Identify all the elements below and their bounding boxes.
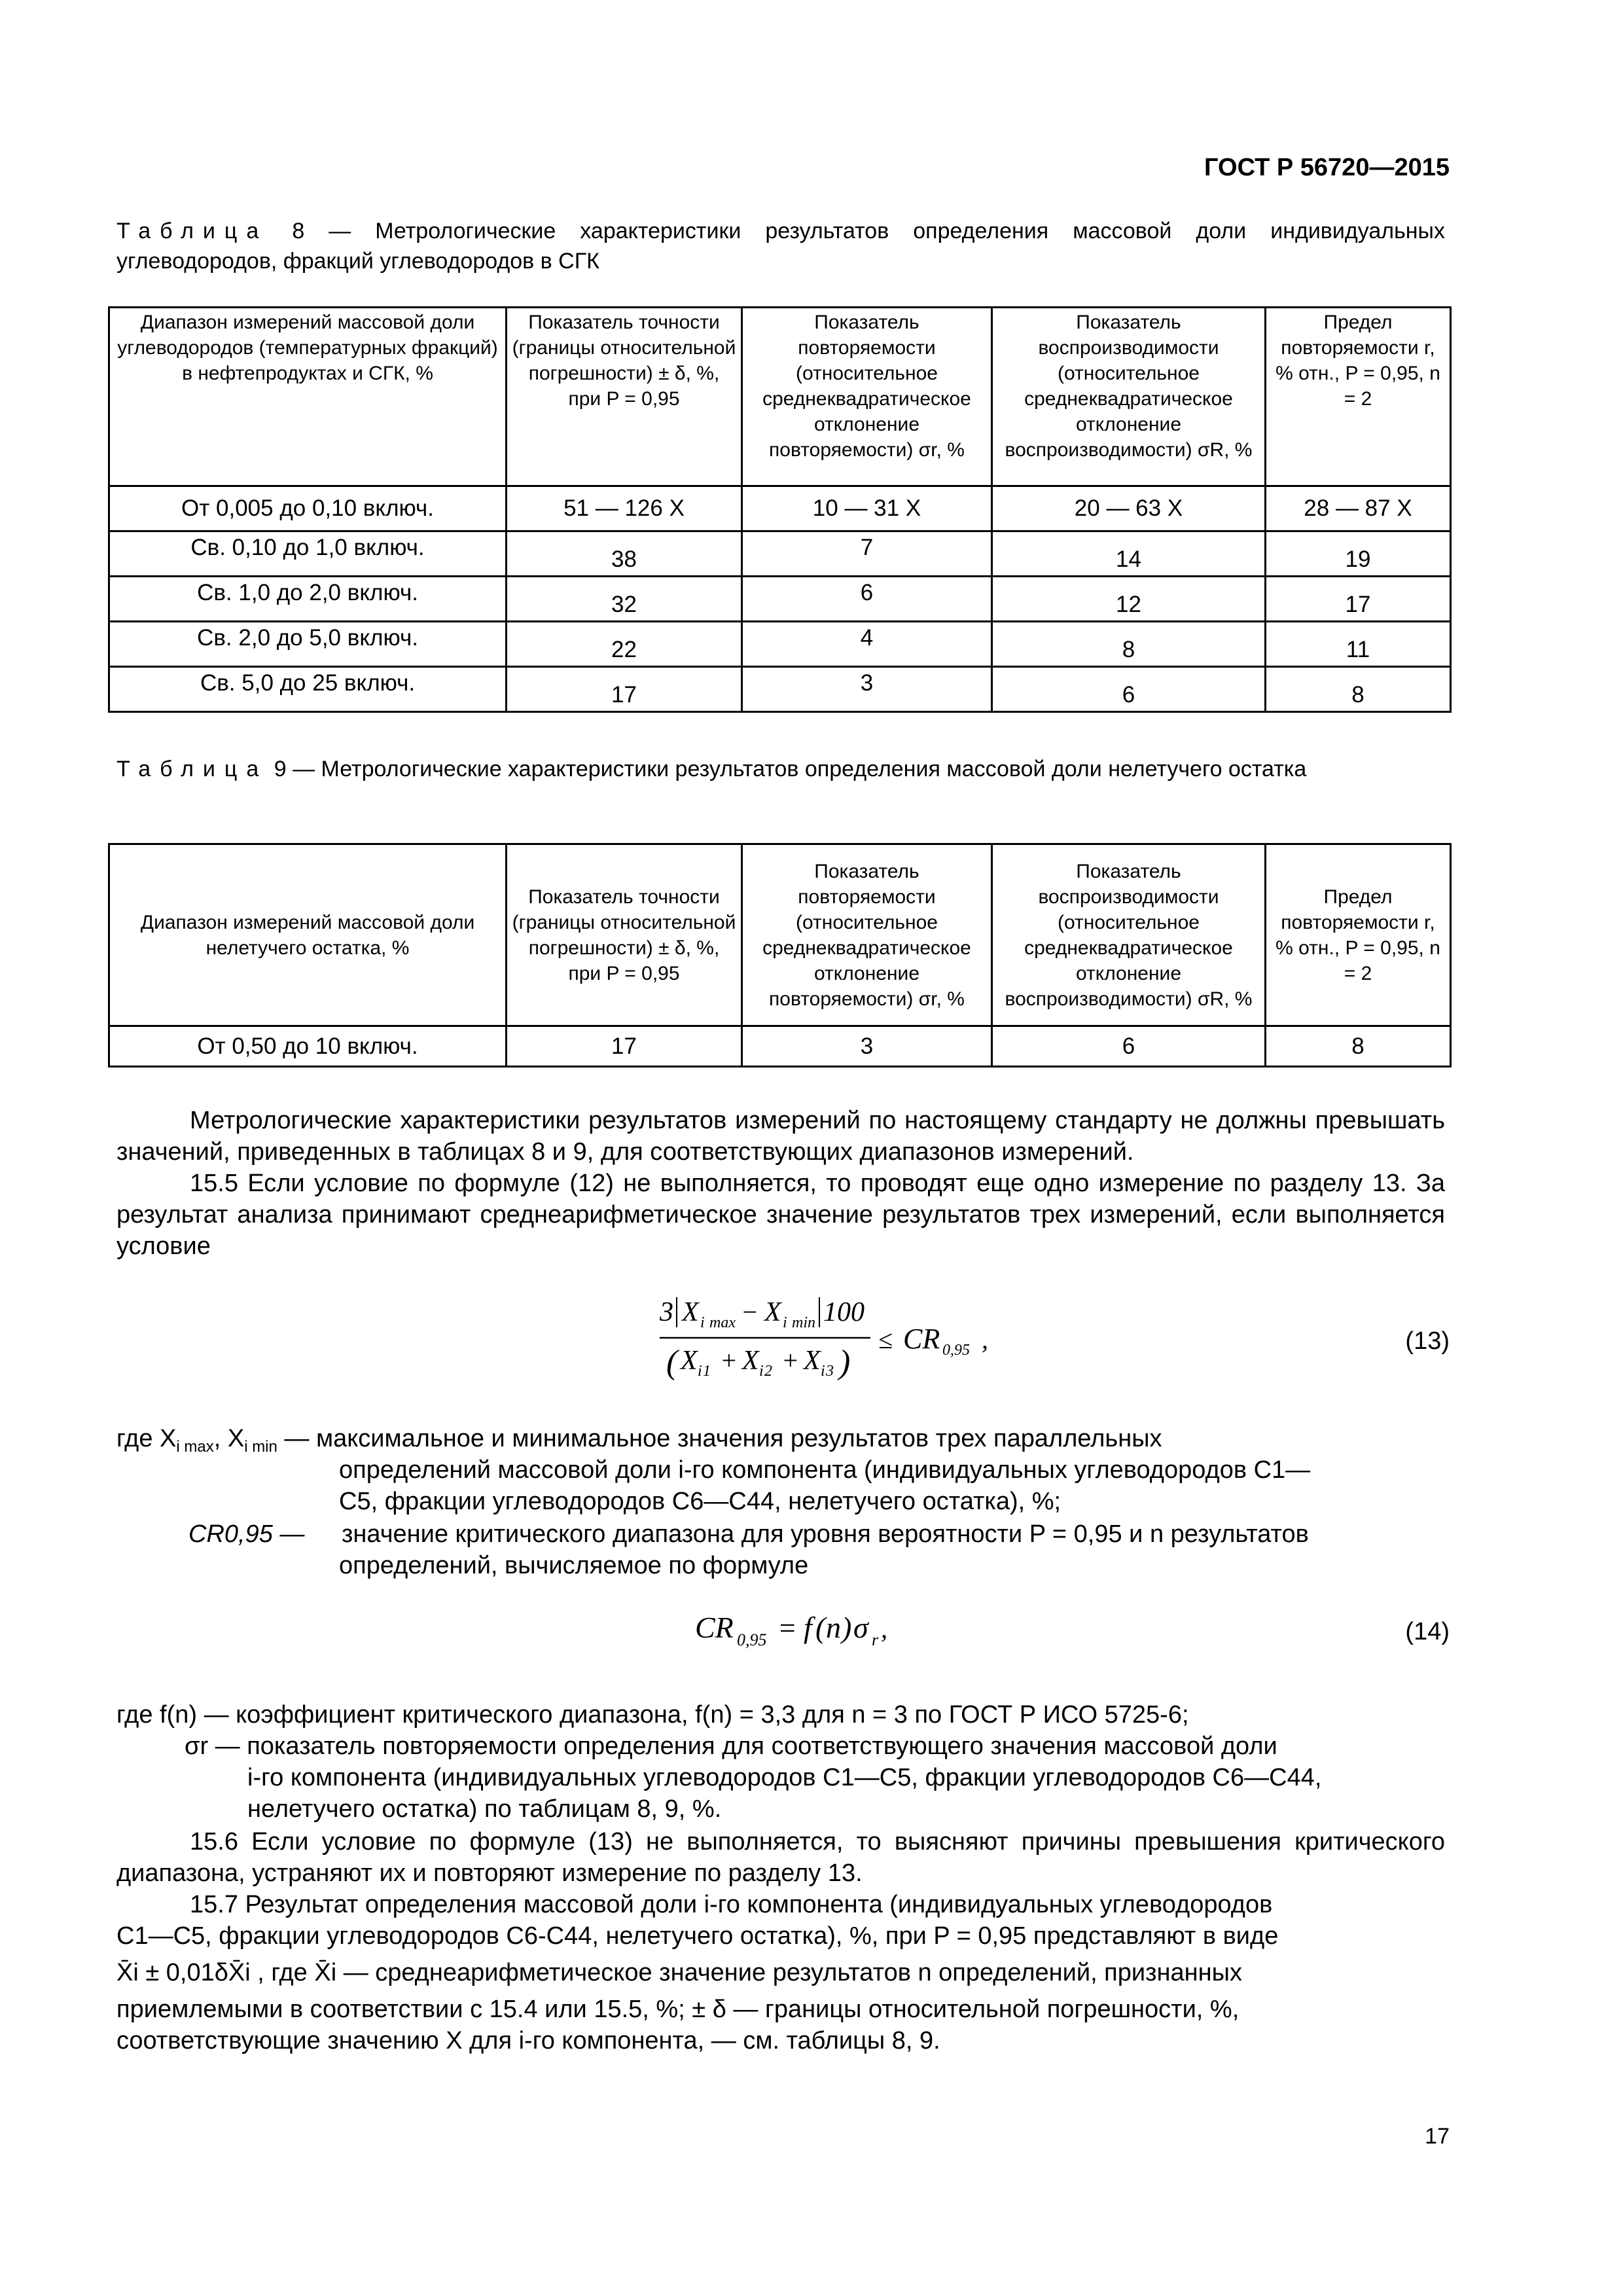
table9-caption-text: 9 — Метрологические характеристики результатов определения массовой доли нелетучего остатка [268,757,1307,781]
table-cell: 7 [742,531,992,577]
svg-text:0,95: 0,95 [942,1342,970,1359]
table8-header-range: Диапазон измерений массовой доли углеводородов (температурных фракций) в нефтепродуктах и СГК, % [109,308,507,486]
svg-text:CR: CR [903,1323,940,1355]
page-number: 17 [1425,2124,1450,2149]
table-row [109,531,1451,577]
svg-text:σ: σ [853,1611,868,1644]
table-cell: 12 [992,577,1266,622]
where-x-text-b: , X [213,1425,245,1452]
table9-header-accuracy: Показатель точности (границы относительной погрешности) ± δ, %, при P = 0,95 [507,844,742,1026]
table-cell: Св. 2,0 до 5,0 включ. [109,622,507,667]
table-cell: 32 [507,577,742,622]
paragraph-metrology: Метрологические характеристики результатов измерений по настоящему стандарту не должны превышать значений, приведенных в таблицах 8 и 9, для соответствующих диапазонов измерений. [116,1107,1445,1166]
table-cell: 6 [992,1026,1266,1067]
paragraph-15-6: 15.6 Если условие по формуле (13) не выполняется, то выясняют причины превышения критического диапазона, устраняют их и повторяют измерение по разделу 13. [116,1828,1445,1887]
where-sigma-line-3: нелетучего остатка) по таблицам 8, 9, %. [247,1795,722,1823]
table-row [109,667,1451,712]
table-cell: От 0,005 до 0,10 включ. [109,486,507,531]
paragraph-15-7-line-3: X̄i ± 0,01δX̄i , где X̄i — среднеарифметическое значение результатов n определений, признанных [116,1959,1242,1986]
table8-caption [116,216,1445,276]
svg-text:≤: ≤ [878,1325,893,1354]
table8-header-reproducibility: Показатель воспроизводимости (относительное среднеквадратическое отклонение воспроизводимости) σR, % [992,308,1266,486]
svg-text:i: i [759,1363,764,1380]
svg-text:i: i [698,1363,702,1380]
table-cell: Св. 1,0 до 2,0 включ. [109,577,507,622]
svg-text:max: max [709,1314,736,1331]
table-cell: 14 [992,531,1266,577]
table9-header-repeatability: Показатель повторяемости (относительное среднеквадратическое отклонение повторяемости) σr, % [742,844,992,1026]
table-cell: Св. 5,0 до 25 включ. [109,667,507,712]
table-cell: 4 [742,622,992,667]
where-cr-line-2: определений, вычисляемое по формуле [339,1552,809,1579]
paragraph-15-7-line-2: С1—С5, фракции углеводородов С6-С44, нелетучего остатка), %, при P = 0,95 представляют в виде [116,1922,1279,1950]
where-cr-line-1: значение критического диапазона для уровня вероятности P = 0,95 и n результатов [342,1520,1309,1548]
where-cr-term: CR0,95 — [188,1520,305,1548]
svg-text:2: 2 [764,1363,772,1380]
formula-13 [654,1288,1021,1399]
table-cell: 17 [507,1026,742,1067]
table-cell: 28 — 87 X [1266,486,1451,531]
svg-text:CR: CR [695,1611,734,1644]
svg-text:): ) [839,1344,851,1381]
where-x-line-3: С5, фракции углеводородов С6—С44, нелетучего остатка), %; [339,1488,1061,1515]
table-cell: 11 [1266,622,1451,667]
svg-text:(: ( [666,1344,678,1381]
where-x-sub-max: i max [176,1438,214,1456]
svg-text:+: + [781,1346,799,1375]
svg-text:X: X [764,1297,781,1327]
table-row [109,486,1451,531]
table-cell: 17 [507,667,742,712]
svg-text:i: i [821,1363,825,1380]
table-row [109,1026,1451,1067]
document-id: ГОСТ Р 56720—2015 [1204,154,1450,181]
svg-text:X: X [742,1346,759,1376]
svg-text:X: X [804,1346,821,1376]
svg-text:0,95: 0,95 [737,1630,767,1649]
svg-text:,: , [881,1614,887,1643]
svg-text:100: 100 [823,1297,865,1327]
table-cell: 8 [1266,1026,1451,1067]
table-cell: 51 — 126 X [507,486,742,531]
table-cell: 38 [507,531,742,577]
paragraph-15-5: 15.5 Если условие по формуле (12) не выполняется, то проводят еще одно измерение по разделу 13. За результат анализа принимают среднеарифметическое значение результатов трех измерений, если выполняется условие [116,1170,1445,1260]
table-cell: 8 [992,622,1266,667]
equation-number-13: (13) [1405,1327,1450,1355]
table8-header-limit: Предел повторяемости r, % отн., P = 0,95, n = 2 [1266,308,1451,486]
table9-header-range: Диапазон измерений массовой доли нелетучего остатка, % [109,844,507,1026]
paragraph-15-7-line-1: 15.7 Результат определения массовой доли i-го компонента (индивидуальных углеводородов [190,1891,1273,1918]
table-cell: Св. 0,10 до 1,0 включ. [109,531,507,577]
svg-text:3: 3 [826,1363,834,1380]
table8-header-repeatability: Показатель повторяемости (относительное среднеквадратическое отклонение повторяемости) σr, % [742,308,992,486]
where-sigma-line-1: σr — показатель повторяемости определения для соответствующего значения массовой доли [185,1732,1277,1760]
table-8 [108,306,1452,713]
where-x-sub-min: i min [244,1438,277,1456]
svg-text:−: − [741,1297,758,1327]
svg-text:i: i [700,1314,705,1331]
table-cell: 20 — 63 X [992,486,1266,531]
where-sigma-line-2: i-го компонента (индивидуальных углеводородов С1—С5, фракции углеводородов С6—С44, [247,1764,1322,1791]
where-x-text-a: где X [116,1425,177,1452]
formula-13-graphic [654,1288,1021,1399]
table8-caption-label: Таблица [116,219,268,243]
where-x-text-c: — максимальное и минимальное значения результатов трех параллельных [277,1425,1162,1452]
table-row [109,577,1451,622]
svg-text:f: f [804,1611,812,1644]
table-row [109,622,1451,667]
paragraph-15-7-line-4: приемлемыми в соответствии с 15.4 или 15.5, %; ± δ — границы относительной погрешности, %, [116,1996,1240,2023]
table-cell: 6 [742,577,992,622]
formula-14 [694,1604,942,1656]
formula-14-graphic [694,1604,942,1656]
equation-number-14: (14) [1405,1618,1450,1645]
svg-text:X: X [682,1297,699,1327]
svg-text:=: = [777,1612,797,1644]
table-cell: 3 [742,667,992,712]
paragraph-15-7-line-5: соответствующие значению X для i-го компонента, — см. таблицы 8, 9. [116,2027,940,2054]
table-9 [108,843,1452,1067]
svg-text:n: n [826,1611,841,1644]
table-cell: 17 [1266,577,1451,622]
where-x-line-2: определений массовой доли i-го компонента (индивидуальных углеводородов С1— [339,1456,1311,1484]
where-fn-line-1: где f(n) — коэффициент критического диапазона, f(n) = 3,3 для n = 3 по ГОСТ Р ИСО 5725-6; [116,1701,1189,1729]
table8-header-accuracy: Показатель точности (границы относительной погрешности) ± δ, %, при P = 0,95 [507,308,742,486]
svg-text:3: 3 [660,1297,673,1327]
svg-text:r: r [872,1630,879,1649]
table-cell: От 0,50 до 10 включ. [109,1026,507,1067]
svg-text:1: 1 [703,1363,711,1380]
svg-text:(: ( [815,1611,826,1644]
table-cell: 3 [742,1026,992,1067]
table9-caption-label: Таблица [116,757,268,781]
table-cell: 8 [1266,667,1451,712]
table9-header-reproducibility: Показатель воспроизводимости (относительное среднеквадратическое отклонение воспроизводимости) σR, % [992,844,1266,1026]
svg-text:min: min [792,1314,815,1331]
svg-text:+: + [720,1346,738,1375]
table-cell: 19 [1266,531,1451,577]
table-cell: 22 [507,622,742,667]
table9-header-limit: Предел повторяемости r, % отн., P = 0,95, n = 2 [1266,844,1451,1026]
svg-text:X: X [681,1346,698,1376]
svg-text:): ) [842,1611,852,1644]
table-cell: 10 — 31 X [742,486,992,531]
table9-caption [116,754,1445,784]
svg-text:,: , [982,1325,988,1354]
svg-text:i: i [783,1314,787,1331]
table-cell: 6 [992,667,1266,712]
table8-caption-text: 8 — Метрологические характеристики результатов определения массовой доли индивидуальных углеводородов, фракций углеводородов в СГК [116,219,1445,274]
